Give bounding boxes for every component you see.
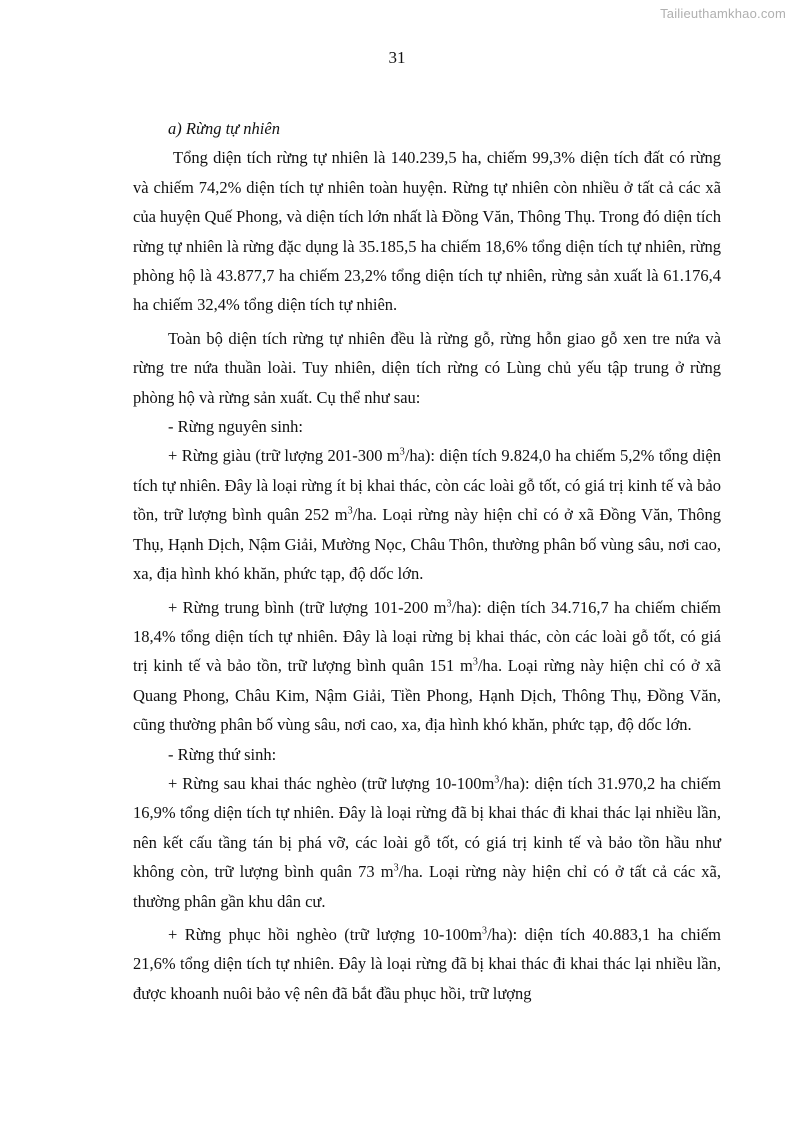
poor-recovered-text-b: /ha): diện tích 40.883,1 ha chiếm 21,6% tổng diện tích tự nhiên. Đây là loại rừng đã bị khai thác đi khai thác lại nhiều lần, được khoanh nuôi bảo vệ nên đã bắt đầu phục hồi, trữ lượng (133, 924, 721, 1003)
label-secondary-forest: - Rừng thứ sinh: (168, 744, 277, 764)
poor-logged-text-b: /ha): diện tích 31.970,2 ha chiếm 16,9% tổng diện tích tự nhiên. Đây là loại rừng đã bị khai thác đi khai thác lại nhiều lần, nên kết cấu tầng tán bị phá vỡ, các loài gỗ tốt, có giá trị kinh tế và bảo tồn hầu như không còn, trữ lượng bình quân 73 m (133, 773, 721, 882)
superscript-cube: 3 (399, 446, 405, 458)
rich-forest-text-c: /ha. Loại rừng này hiện chỉ có ở xã Đồng Văn, Thông Thụ, Hạnh Dịch, Nậm Giải, Mường Nọc, Châu Thôn, thường phân bố vùng sâu, nơi cao, xa, địa hình khó khăn, phức tạp, độ dốc lớn. (133, 505, 721, 584)
rich-forest-text-a: + Rừng giàu (trữ lượng 201-300 m (168, 446, 400, 466)
superscript-cube: 3 (347, 505, 353, 517)
paragraph-poor-recovered-forest (133, 920, 721, 1008)
superscript-cube: 3 (446, 598, 452, 609)
poor-recovered-text-a: + Rừng phục hồi nghèo (trữ lượng 10-100m (168, 924, 482, 944)
section-heading: a) Rừng tự nhiên (168, 119, 280, 138)
rich-forest-text-b: /ha): diện tích 9.824,0 ha chiếm 5,2% tổng diện tích tự nhiên. Đây là loại rừng ít bị khai thác, còn các loài gỗ tốt, có giá trị kinh tế và bảo tồn, trữ lượng bình quân 252 m (133, 446, 721, 525)
watermark-text: Tailieuthamkhao.com (660, 6, 786, 21)
superscript-cube: 3 (494, 774, 500, 786)
paragraph-forest-composition: Toàn bộ diện tích rừng tự nhiên đều là rừng gỗ, rừng hỗn giao gỗ xen tre nứa và rừng tre nứa thuần loài. Tuy nhiên, diện tích rừng có Lùng chủ yếu tập trung ở rừng phòng hộ và rừng sản xuất. Cụ thể như sau: (133, 328, 721, 407)
medium-forest-text-c: /ha. Loại rừng này hiện chỉ có ở xã Quang Phong, Châu Kim, Nậm Giải, Tiền Phong, Hạnh Dịch, Thông Thụ, Đồng Văn, cũng thường phân bố vùng sâu, nơi cao, xa, địa hình khó khăn, phức tạp, độ dốc lớn. (133, 656, 722, 735)
paragraph-medium-forest (133, 593, 721, 740)
label-primary-forest: - Rừng nguyên sinh: (168, 417, 303, 437)
paragraph-natural-forest-area: Tổng diện tích rừng tự nhiên là 140.239,5 ha, chiếm 99,3% diện tích đất có rừng và chiếm 74,2% diện tích tự nhiên toàn huyện. Rừng tự nhiên còn nhiều ở tất cả các xã của huyện Quế Phong, và diện tích lớn nhất là Đồng Văn, Thông Thụ. Trong đó diện tích rừng tự nhiên là rừng đặc dụng là 35.185,5 ha chiếm 18,6% tổng diện tích tự nhiên, rừng phòng hộ là 43.877,7 ha chiếm 23,2% tổng diện tích tự nhiên, rừng sản xuất là 61.176,4 ha chiếm 32,4% tổng diện tích tự nhiên. (133, 148, 721, 315)
superscript-cube: 3 (472, 656, 478, 668)
poor-logged-text-a: + Rừng sau khai thác nghèo (trữ lượng 10-100m (168, 773, 495, 793)
superscript-cube: 3 (481, 925, 487, 937)
paragraph-poor-logged-forest (133, 769, 721, 916)
document-body (133, 114, 721, 1008)
poor-logged-text-c: /ha. Loại rừng này hiện chỉ có ở tất cả các xã, thường phân gần khu dân cư. (133, 862, 722, 911)
superscript-cube: 3 (393, 862, 399, 874)
paragraph-rich-forest (133, 441, 721, 588)
page-number: 31 (388, 48, 406, 67)
medium-forest-text-b: /ha): diện tích 34.716,7 ha chiếm chiếm 18,4% tổng diện tích tự nhiên. Đây là loại rừng bị khai thác, còn các loài gỗ tốt, có giá trị kinh tế và bảo tồn, trữ lượng bình quân 151 m (133, 597, 721, 676)
medium-forest-text-a: + Rừng trung bình (trữ lượng 101-200 m (168, 597, 447, 617)
